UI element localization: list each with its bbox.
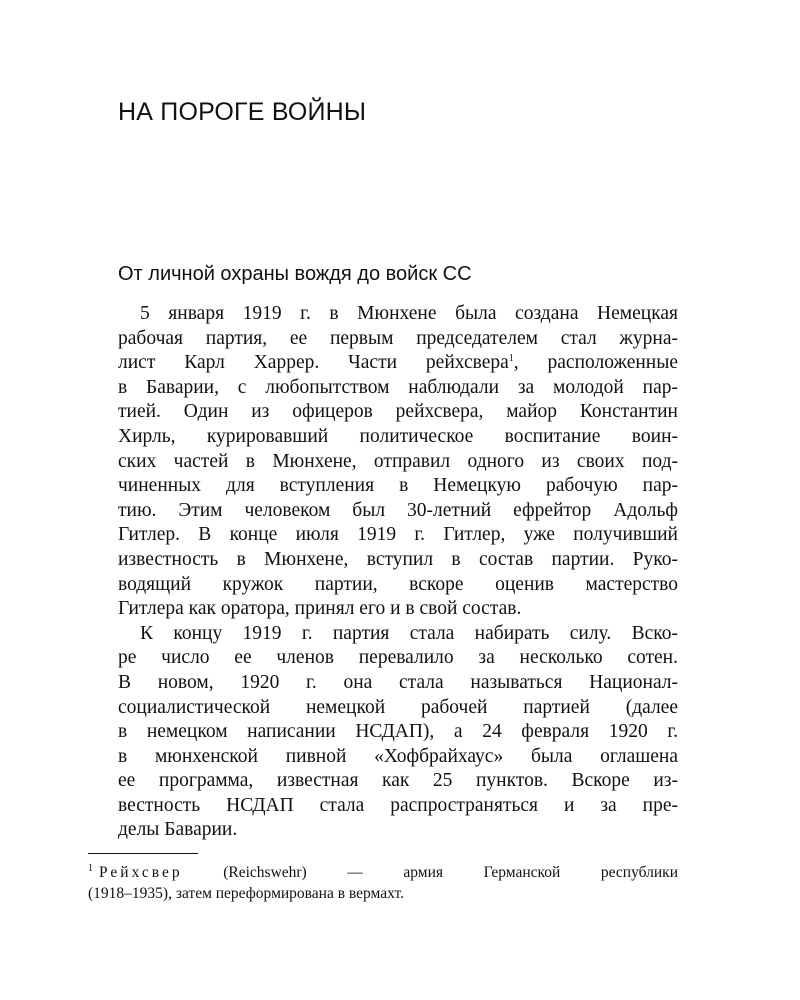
paragraph-1-line: ских частей в Мюнхене, отправил одного из своих под-: [118, 450, 678, 472]
paragraph-1-line: рабочая партия, ее первым председателем стал журна-: [118, 327, 678, 349]
paragraph-1-line: Хирль, курировавший политическое воспитание воин-: [118, 425, 678, 447]
footnote-divider: [88, 853, 198, 854]
paragraph-2-line: ре число ее членов перевалило за несколько сотен.: [118, 647, 678, 669]
section-title: От личной охраны вождя до войск СС: [118, 263, 472, 285]
paragraph-1-line: [118, 351, 678, 376]
paragraph-1-line: Гитлер. В конце июля 1919 г. Гитлер, уже получивший: [118, 524, 678, 546]
paragraph-1-line: тию. Этим человеком был 30-летний ефрейтор Адольф: [118, 499, 678, 521]
footnote-line: (1918–1935), затем переформирована в вермахт.: [88, 885, 404, 902]
paragraph-2-line: социалистической немецкой рабочей партией (далее: [118, 696, 678, 718]
footnote-line: [88, 862, 678, 883]
footnote-number: 1: [88, 863, 93, 874]
paragraph-1-line: в Баварии, с любопытством наблюдали за молодой пар-: [118, 376, 678, 398]
paragraph-2-line: В новом, 1920 г. она стала называться Национал-: [118, 671, 678, 693]
paragraph-2-line: К концу 1919 г. партия стала набирать силу. Вско-: [140, 622, 678, 644]
paragraph-1-line: известность в Мюнхене, вступил в состав партии. Руко-: [118, 548, 678, 570]
paragraph-1-line: Гитлера как оратора, принял его и в свой состав.: [118, 598, 522, 620]
paragraph-1-line: чиненных для вступления в Немецкую рабочую пар-: [118, 475, 678, 497]
paragraph-1-line: водящий кружок партии, вскоре оценив мастерство: [118, 573, 678, 595]
paragraph-1-line: 5 января 1919 г. в Мюнхене была создана Немецкая: [140, 303, 678, 324]
line-text: , расположенные: [513, 352, 678, 374]
paragraph-2-line: в мюнхенской пивной «Хофбрайхаус» была оглашена: [118, 745, 678, 767]
paragraph-2-line: ее программа, известная как 25 пунктов. Вскоре из-: [118, 770, 678, 792]
line-text: лист Карл Харрер. Части рейхсвера: [118, 352, 509, 374]
paragraph-1-line: тией. Один из офицеров рейхсвера, майор Константин: [118, 401, 678, 423]
footnote-term: Рейхсвер: [99, 864, 183, 881]
body-text: [118, 302, 678, 843]
footnote: [88, 862, 678, 904]
paragraph-2-line: в немецком написании НСДАП), а 24 февраля 1920 г.: [118, 721, 678, 743]
footnote-definition: (Reichswehr) — армия Германской республики: [182, 864, 678, 881]
chapter-title: НА ПОРОГЕ ВОЙНЫ: [118, 98, 367, 126]
paragraph-2-line: вестность НСДАП стала распространяться и за пре-: [118, 794, 678, 816]
paragraph-2-line: делы Баварии.: [118, 819, 238, 841]
footnote-reference[interactable]: 1: [508, 353, 514, 365]
